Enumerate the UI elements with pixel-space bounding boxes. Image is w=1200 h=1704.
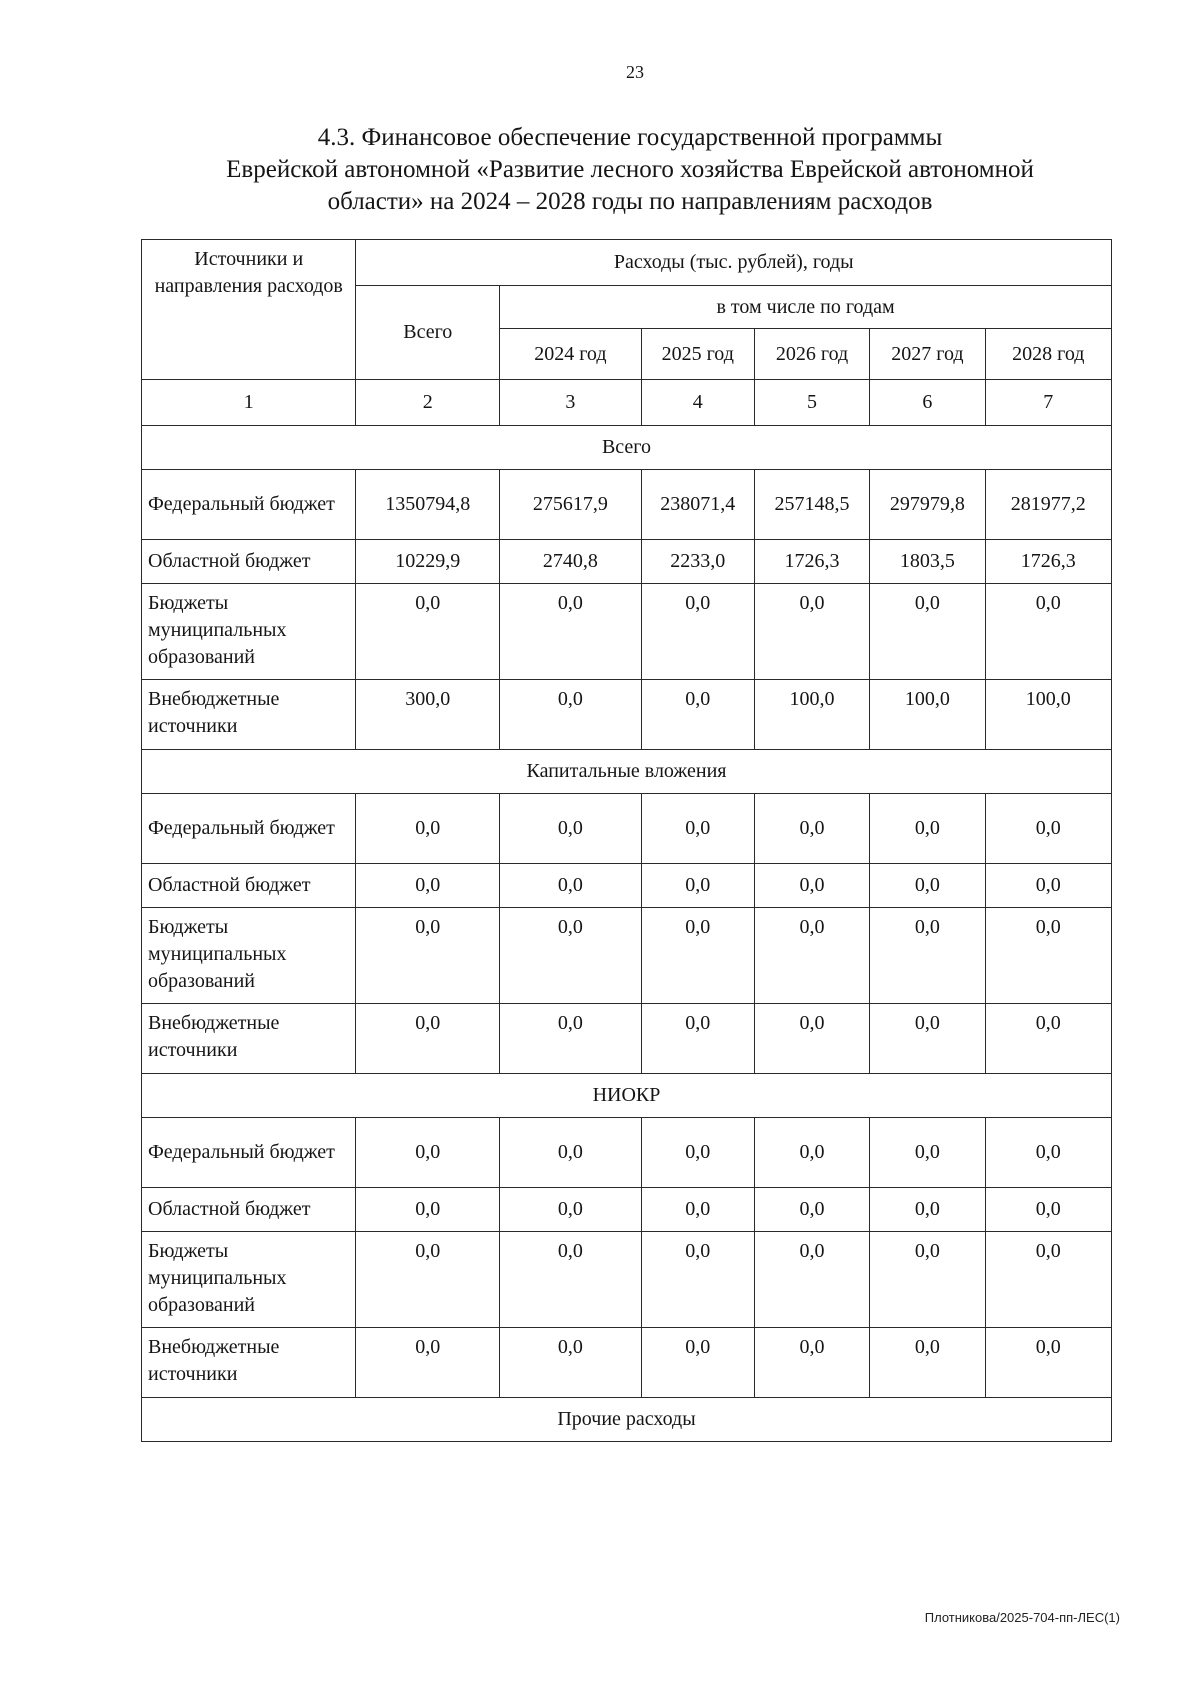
value-cell: 1803,5 — [870, 540, 985, 584]
value-cell: 0,0 — [500, 794, 642, 864]
header-expenses: Расходы (тыс. рублей), годы — [356, 240, 1112, 286]
value-cell: 0,0 — [500, 680, 642, 750]
header-year: 2024 год — [500, 329, 642, 380]
document-footer: Плотникова/2025-704-пп-ЛЕС(1) — [924, 1610, 1120, 1625]
value-cell: 0,0 — [356, 794, 500, 864]
value-cell: 0,0 — [985, 864, 1111, 908]
value-cell: 0,0 — [641, 584, 754, 680]
value-cell: 0,0 — [641, 1188, 754, 1232]
value-cell: 238071,4 — [641, 470, 754, 540]
row-label: Внебюджетные источники — [142, 1328, 356, 1398]
section-row — [142, 1074, 1112, 1118]
value-cell: 0,0 — [870, 1232, 985, 1328]
value-cell: 0,0 — [641, 1232, 754, 1328]
value-cell: 0,0 — [754, 1232, 869, 1328]
table-row — [142, 1118, 1112, 1188]
value-cell: 0,0 — [641, 864, 754, 908]
row-label: Бюджеты муниципальных образований — [142, 584, 356, 680]
table-row — [142, 470, 1112, 540]
value-cell: 10229,9 — [356, 540, 500, 584]
value-cell: 0,0 — [500, 908, 642, 1004]
column-number: 5 — [754, 380, 869, 426]
value-cell: 1726,3 — [754, 540, 869, 584]
table-row — [142, 794, 1112, 864]
value-cell: 0,0 — [356, 1118, 500, 1188]
row-label: Областной бюджет — [142, 1188, 356, 1232]
heading-line: Еврейской автономной «Развитие лесного хозяйства Еврейской автономной — [226, 156, 1034, 183]
row-label: Внебюджетные источники — [142, 1004, 356, 1074]
value-cell: 0,0 — [754, 1004, 869, 1074]
value-cell: 0,0 — [356, 864, 500, 908]
value-cell: 100,0 — [985, 680, 1111, 750]
column-number: 3 — [500, 380, 642, 426]
section-row — [142, 1398, 1112, 1442]
section-row — [142, 426, 1112, 470]
column-number: 2 — [356, 380, 500, 426]
header-by-years: в том числе по годам — [500, 286, 1112, 329]
value-cell: 0,0 — [985, 794, 1111, 864]
section-title: НИОКР — [142, 1074, 1112, 1118]
value-cell: 0,0 — [356, 908, 500, 1004]
document-heading — [150, 122, 1110, 218]
row-label: Федеральный бюджет — [142, 470, 356, 540]
header-year: 2026 год — [754, 329, 869, 380]
row-label: Областной бюджет — [142, 540, 356, 584]
value-cell: 0,0 — [500, 1328, 642, 1398]
value-cell: 0,0 — [641, 794, 754, 864]
value-cell: 0,0 — [870, 794, 985, 864]
value-cell: 297979,8 — [870, 470, 985, 540]
page-number: 23 — [626, 62, 644, 82]
value-cell: 257148,5 — [754, 470, 869, 540]
heading-line: 4.3. Финансовое обеспечение государственной программы — [317, 124, 943, 151]
value-cell: 0,0 — [641, 680, 754, 750]
value-cell: 0,0 — [985, 1118, 1111, 1188]
value-cell: 0,0 — [985, 584, 1111, 680]
row-label: Бюджеты муниципальных образований — [142, 1232, 356, 1328]
value-cell: 0,0 — [356, 1004, 500, 1074]
value-cell: 100,0 — [870, 680, 985, 750]
value-cell: 0,0 — [641, 908, 754, 1004]
value-cell: 0,0 — [500, 1188, 642, 1232]
value-cell: 0,0 — [754, 1328, 869, 1398]
value-cell: 300,0 — [356, 680, 500, 750]
heading-line: области» на 2024 – 2028 годы по направлениям расходов — [327, 188, 933, 215]
value-cell: 0,0 — [356, 1232, 500, 1328]
value-cell: 281977,2 — [985, 470, 1111, 540]
value-cell: 0,0 — [500, 1232, 642, 1328]
table-row — [142, 1004, 1112, 1074]
value-cell: 0,0 — [870, 1118, 985, 1188]
column-number: 4 — [641, 380, 754, 426]
value-cell: 2233,0 — [641, 540, 754, 584]
value-cell: 2740,8 — [500, 540, 642, 584]
table-row — [142, 1328, 1112, 1398]
table-row — [142, 1188, 1112, 1232]
column-number: 7 — [985, 380, 1111, 426]
column-number: 6 — [870, 380, 985, 426]
value-cell: 0,0 — [870, 908, 985, 1004]
section-title: Капитальные вложения — [142, 750, 1112, 794]
value-cell: 0,0 — [641, 1004, 754, 1074]
row-label: Внебюджетные источники — [142, 680, 356, 750]
row-label: Бюджеты муниципальных образований — [142, 908, 356, 1004]
value-cell: 0,0 — [500, 1004, 642, 1074]
value-cell: 0,0 — [870, 584, 985, 680]
header-year: 2025 год — [641, 329, 754, 380]
value-cell: 0,0 — [754, 1118, 869, 1188]
table-row — [142, 908, 1112, 1004]
value-cell: 0,0 — [356, 584, 500, 680]
value-cell: 0,0 — [754, 908, 869, 1004]
value-cell: 0,0 — [754, 1188, 869, 1232]
value-cell: 0,0 — [985, 1232, 1111, 1328]
financing-table — [141, 239, 1112, 1442]
row-label: Федеральный бюджет — [142, 1118, 356, 1188]
header-total: Всего — [356, 286, 500, 380]
value-cell: 0,0 — [870, 864, 985, 908]
column-number: 1 — [142, 380, 356, 426]
table-row — [142, 680, 1112, 750]
value-cell: 0,0 — [754, 584, 869, 680]
row-label: Областной бюджет — [142, 864, 356, 908]
section-row — [142, 750, 1112, 794]
value-cell: 1726,3 — [985, 540, 1111, 584]
table-row — [142, 864, 1112, 908]
table-row — [142, 1232, 1112, 1328]
value-cell: 0,0 — [985, 1004, 1111, 1074]
header-year: 2027 год — [870, 329, 985, 380]
value-cell: 0,0 — [641, 1118, 754, 1188]
value-cell: 0,0 — [985, 908, 1111, 1004]
table-row — [142, 540, 1112, 584]
value-cell: 0,0 — [870, 1188, 985, 1232]
value-cell: 0,0 — [356, 1328, 500, 1398]
value-cell: 0,0 — [870, 1328, 985, 1398]
value-cell: 0,0 — [985, 1188, 1111, 1232]
table-row — [142, 584, 1112, 680]
value-cell: 0,0 — [870, 1004, 985, 1074]
header-sources: Источники и направления расходов — [142, 240, 356, 380]
value-cell: 0,0 — [500, 864, 642, 908]
value-cell: 1350794,8 — [356, 470, 500, 540]
value-cell: 0,0 — [754, 864, 869, 908]
value-cell: 0,0 — [500, 584, 642, 680]
value-cell: 0,0 — [500, 1118, 642, 1188]
row-label: Федеральный бюджет — [142, 794, 356, 864]
section-title: Прочие расходы — [142, 1398, 1112, 1442]
header-year: 2028 год — [985, 329, 1111, 380]
value-cell: 0,0 — [356, 1188, 500, 1232]
value-cell: 0,0 — [754, 794, 869, 864]
value-cell: 0,0 — [641, 1328, 754, 1398]
value-cell: 275617,9 — [500, 470, 642, 540]
section-title: Всего — [142, 426, 1112, 470]
value-cell: 0,0 — [985, 1328, 1111, 1398]
value-cell: 100,0 — [754, 680, 869, 750]
